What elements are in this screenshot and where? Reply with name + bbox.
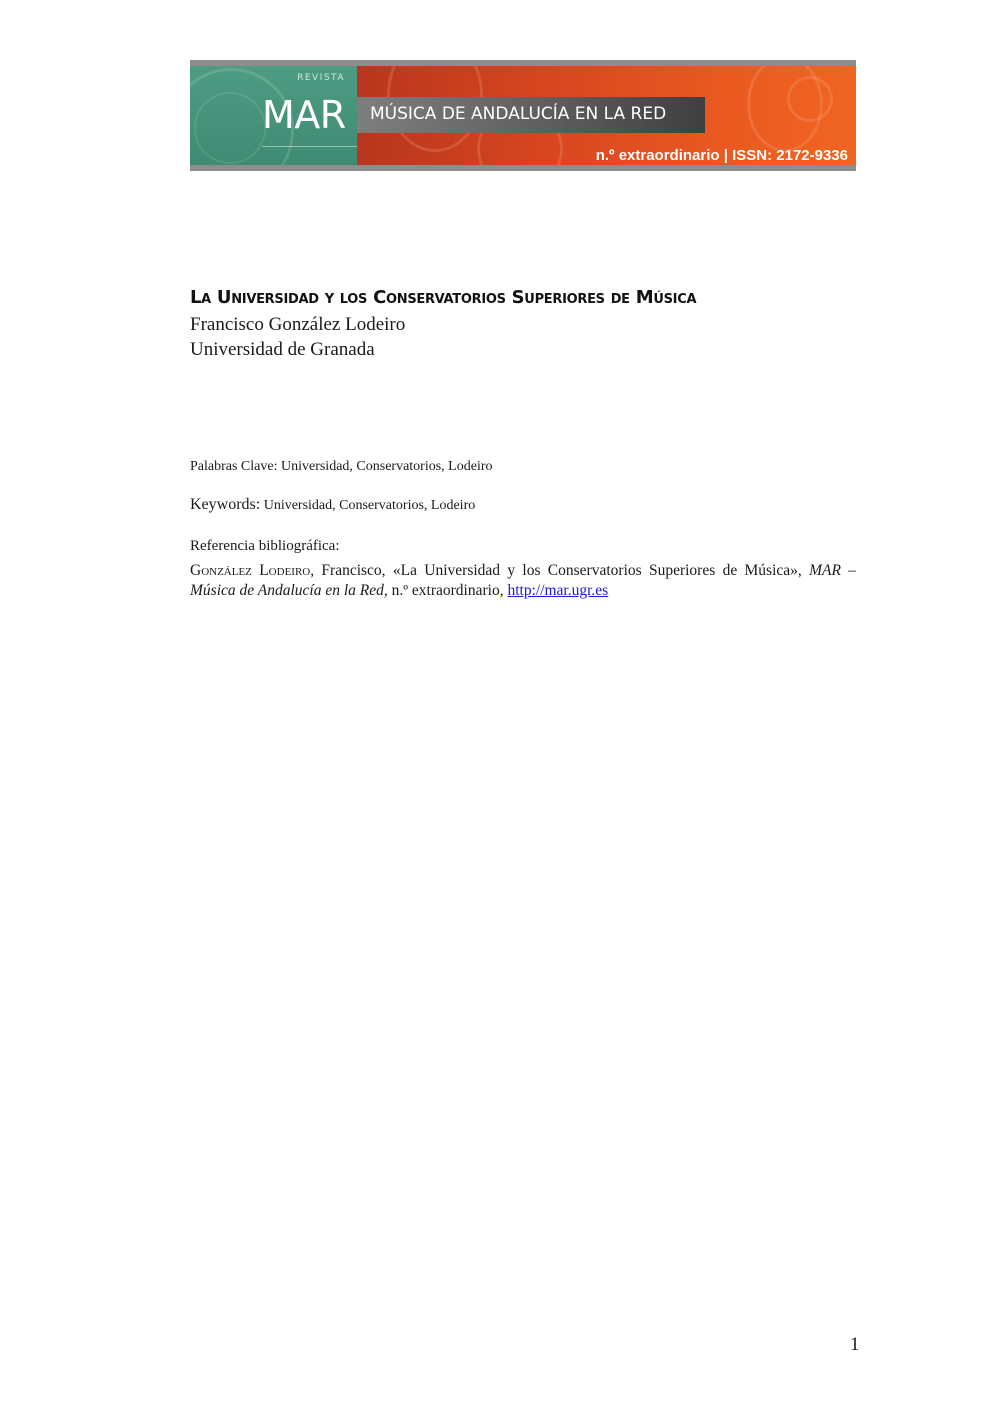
reference-journal: MAR – Música de Andalucía en la Red bbox=[190, 562, 856, 599]
banner-divider bbox=[262, 146, 357, 147]
reference-text-1: , Francisco, «La Universidad y los Conservatorios Superiores de Música», bbox=[310, 562, 802, 579]
reference-url-link[interactable]: http://mar.ugr.es bbox=[507, 582, 609, 599]
keywords-spanish-values: Universidad, Conservatorios, Lodeiro bbox=[280, 459, 493, 474]
banner-title-bar bbox=[357, 97, 705, 133]
article-title: La Universidad y los Conservatorios Superiores de Música bbox=[190, 287, 697, 308]
banner-revista-label: REVISTA bbox=[297, 73, 345, 83]
reference-label: Referencia bibliográfica: bbox=[190, 538, 340, 554]
music-note-decoration-icon bbox=[787, 76, 833, 122]
keywords-english bbox=[190, 496, 475, 514]
keywords-spanish bbox=[190, 459, 493, 475]
page-number: 1 bbox=[850, 1334, 860, 1355]
banner-mar-logo: MAR bbox=[262, 93, 346, 137]
journal-banner bbox=[190, 60, 856, 171]
reference-author: González Lodeiro bbox=[190, 562, 311, 579]
banner-issn: n.º extraordinario | ISSN: 2172-9336 bbox=[595, 147, 848, 164]
reference-citation bbox=[190, 561, 856, 601]
keywords-spanish-label: Palabras Clave: bbox=[190, 459, 278, 474]
article-author: Francisco González Lodeiro bbox=[190, 314, 406, 335]
banner-logo-panel bbox=[190, 66, 357, 165]
article-affiliation: Universidad de Granada bbox=[190, 339, 375, 360]
banner-journal-title: MÚSICA DE ANDALUCÍA EN LA RED bbox=[370, 104, 667, 124]
university-seal-inner-icon bbox=[194, 92, 266, 164]
keywords-english-label: Keywords: bbox=[190, 496, 261, 513]
keywords-english-values: Universidad, Conservatorios, Lodeiro bbox=[263, 498, 476, 513]
reference-text-2: , n.º extraordinario, bbox=[383, 582, 508, 599]
